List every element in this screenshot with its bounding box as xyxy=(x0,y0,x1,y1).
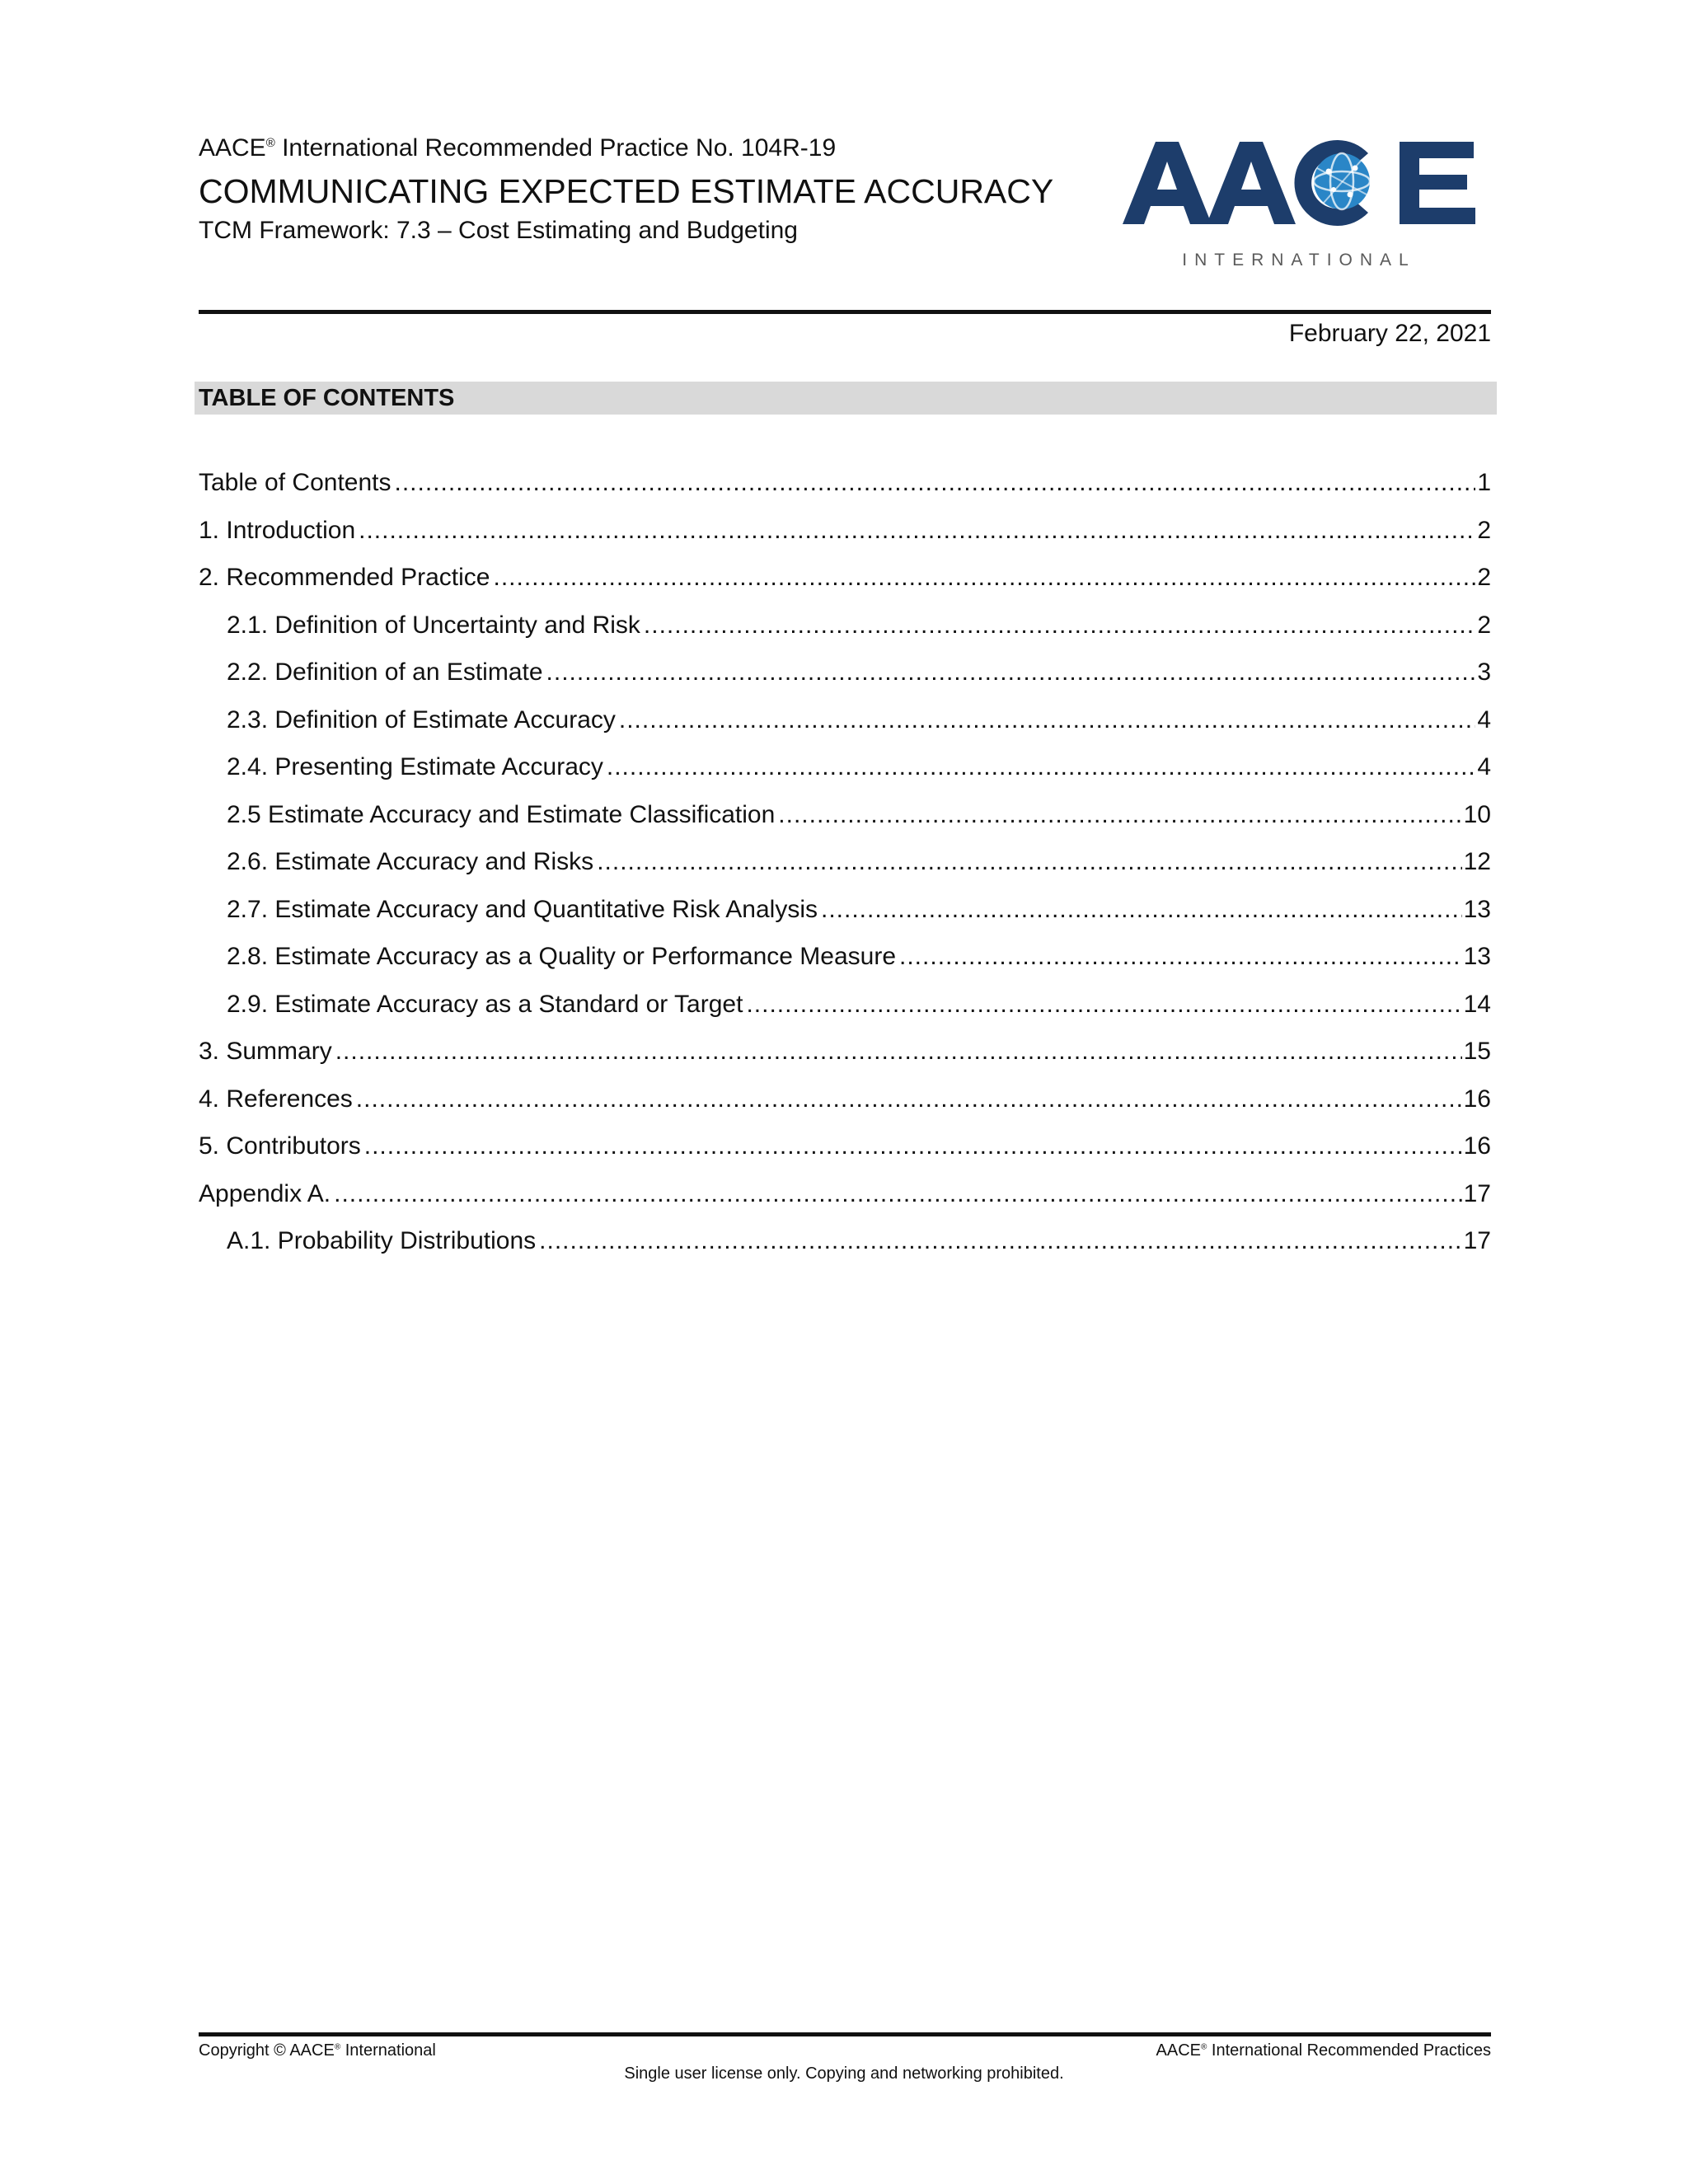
series-prefix: AACE xyxy=(1156,2041,1201,2060)
toc-entry-label: 2.7. Estimate Accuracy and Quantitative Risk Analysis xyxy=(227,895,818,923)
toc-entry-label: 5. Contributors xyxy=(199,1132,361,1160)
logo-wordmark xyxy=(1123,140,1475,226)
tcm-framework-line: TCM Framework: 7.3 – Cost Estimating and Budgeting xyxy=(199,217,798,244)
toc-entry-label: 2.1. Definition of Uncertainty and Risk xyxy=(227,611,640,639)
toc-dot-leader xyxy=(644,602,1475,649)
header-divider xyxy=(199,310,1491,314)
document-date: February 22, 2021 xyxy=(1288,320,1491,347)
toc-entry-page-number: 16 xyxy=(1463,1132,1491,1160)
toc-dot-leader xyxy=(619,696,1475,744)
footer-registered-mark-2: ® xyxy=(1201,2042,1207,2052)
toc-dot-leader xyxy=(539,1217,1461,1265)
toc-dot-leader xyxy=(364,1122,1462,1170)
toc-entry[interactable] xyxy=(199,933,1491,981)
toc-entry-label: 1. Introduction xyxy=(199,516,356,544)
toc-entry[interactable] xyxy=(199,1028,1491,1076)
toc-dot-leader xyxy=(821,886,1462,934)
registered-mark: ® xyxy=(265,136,275,150)
toc-entry[interactable] xyxy=(199,886,1491,934)
toc-dot-leader xyxy=(494,554,1476,602)
document-header xyxy=(199,132,1105,247)
toc-list xyxy=(199,459,1491,1265)
toc-entry-page-number: 2 xyxy=(1477,611,1491,639)
toc-entry-label: 2.9. Estimate Accuracy as a Standard or Target xyxy=(227,990,743,1018)
practice-suffix: International Recommended Practice No. 104R-19 xyxy=(274,134,837,162)
toc-entry-page-number: 10 xyxy=(1463,800,1491,828)
toc-entry-page-number: 13 xyxy=(1463,895,1491,923)
toc-dot-leader xyxy=(607,743,1475,791)
toc-dot-leader xyxy=(597,838,1461,886)
toc-entry[interactable] xyxy=(199,649,1491,696)
footer-divider xyxy=(199,2032,1491,2036)
footer-registered-mark: ® xyxy=(334,2042,341,2052)
toc-entry-label: 2.5 Estimate Accuracy and Estimate Classification xyxy=(227,800,776,828)
toc-entry-page-number: 13 xyxy=(1463,943,1491,970)
copyright-prefix: Copyright © AACE xyxy=(199,2041,335,2060)
toc-entry-label: 2.2. Definition of an Estimate xyxy=(227,658,543,686)
practice-prefix: AACE xyxy=(199,134,266,162)
toc-dot-leader xyxy=(546,649,1476,696)
toc-entry-page-number: 14 xyxy=(1463,990,1491,1018)
toc-entry-page-number: 2 xyxy=(1477,564,1491,591)
toc-entry-label: 2.4. Presenting Estimate Accuracy xyxy=(227,753,603,780)
toc-entry-page-number: 17 xyxy=(1463,1227,1491,1254)
toc-entry[interactable] xyxy=(199,459,1491,507)
toc-dot-leader xyxy=(778,791,1461,839)
logo-letter-a1 xyxy=(1123,142,1212,224)
toc-dot-leader xyxy=(356,1076,1462,1123)
toc-dot-leader xyxy=(335,1028,1462,1076)
copyright-suffix: International xyxy=(340,2041,436,2060)
toc-entry[interactable] xyxy=(199,554,1491,602)
aace-logo xyxy=(1121,135,1484,275)
toc-entry[interactable] xyxy=(199,696,1491,744)
toc-entry-page-number: 4 xyxy=(1477,753,1491,780)
toc-entry-label: 2.8. Estimate Accuracy as a Quality or Performance Measure xyxy=(227,943,897,970)
toc-dot-leader xyxy=(899,933,1462,981)
toc-entry-label: Table of Contents xyxy=(199,469,392,496)
toc-entry[interactable] xyxy=(199,602,1491,649)
toc-entry-page-number: 2 xyxy=(1477,516,1491,544)
toc-entry-page-number: 12 xyxy=(1463,848,1491,875)
series-suffix: International Recommended Practices xyxy=(1207,2041,1491,2060)
toc-entry-page-number: 4 xyxy=(1477,705,1491,733)
toc-dot-leader xyxy=(334,1170,1462,1218)
toc-entry-page-number: 16 xyxy=(1463,1085,1491,1113)
practice-number-line xyxy=(199,132,1105,165)
toc-entry[interactable] xyxy=(199,1170,1491,1218)
toc-dot-leader xyxy=(359,507,1475,555)
toc-entry-label: A.1. Probability Distributions xyxy=(227,1227,537,1254)
footer-copyright xyxy=(199,2039,436,2062)
toc-entry-label: 2.3. Definition of Estimate Accuracy xyxy=(227,705,616,733)
toc-entry-label: Appendix A. xyxy=(199,1179,331,1207)
toc-entry-page-number: 15 xyxy=(1463,1038,1491,1065)
toc-entry[interactable] xyxy=(199,981,1491,1029)
toc-entry-label: 4. References xyxy=(199,1085,353,1113)
toc-heading: TABLE OF CONTENTS xyxy=(195,382,1497,415)
toc-entry-label: 3. Summary xyxy=(199,1038,332,1065)
toc-entry-label: 2. Recommended Practice xyxy=(199,564,490,591)
toc-entry-page-number: 17 xyxy=(1463,1179,1491,1207)
toc-entry[interactable] xyxy=(199,1217,1491,1265)
toc-entry-page-number: 3 xyxy=(1477,658,1491,686)
logo-subtitle: INTERNATIONAL xyxy=(1182,251,1416,269)
toc-entry[interactable] xyxy=(199,507,1491,555)
toc-entry-page-number: 1 xyxy=(1477,469,1491,496)
toc-entry[interactable] xyxy=(199,743,1491,791)
document-title: COMMUNICATING EXPECTED ESTIMATE ACCURACY xyxy=(199,172,1054,210)
toc-dot-leader xyxy=(746,981,1461,1029)
footer-series xyxy=(1156,2039,1491,2062)
logo-letter-e xyxy=(1400,142,1475,224)
logo-letter-a2 xyxy=(1207,142,1296,224)
globe-icon xyxy=(1314,153,1370,209)
footer-license: Single user license only. Copying and networking prohibited. xyxy=(624,2064,1064,2083)
toc-entry[interactable] xyxy=(199,838,1491,886)
toc-entry-label: 2.6. Estimate Accuracy and Risks xyxy=(227,848,594,875)
toc-entry[interactable] xyxy=(199,791,1491,839)
toc-dot-leader xyxy=(394,459,1475,507)
toc-entry[interactable] xyxy=(199,1076,1491,1123)
toc-entry[interactable] xyxy=(199,1122,1491,1170)
